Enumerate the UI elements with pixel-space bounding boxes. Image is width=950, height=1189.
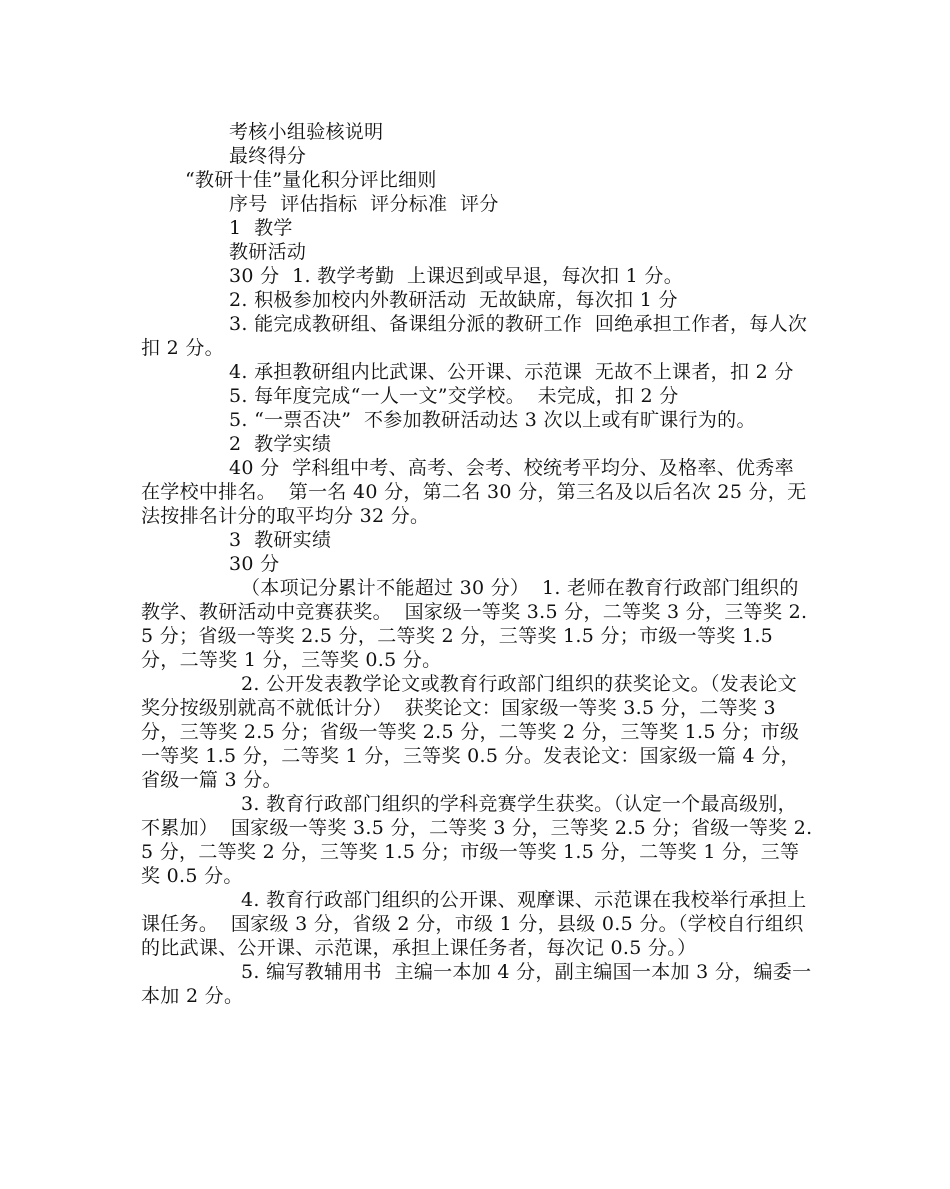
section-1-heading: 1 教学 (229, 217, 293, 239)
criterion-1-5: 5. 每年度完成“一人一文”交学校。 未完成，扣 2 分 (229, 385, 679, 407)
criterion-1-2: 2. 积极参加校内外教研活动 无故缺席，每次扣 1 分 (229, 289, 678, 311)
section-2-heading: 2 教学实绩 (229, 433, 332, 455)
criterion-3-5: 5. 编写教辅用书 主编一本加 4 分，副主编国一本加 3 分，编委一本加 2 分。 (141, 961, 812, 1007)
heading-final-score: 最终得分 (229, 145, 307, 167)
criterion-3-2: 2. 公开发表教学论文或教育行政部门组织的获奖论文。（发表论文奖分按级别就高不就低计分） 获奖论文：国家级一等奖 3.5 分，二等奖 3 分，三等奖 2.5 分；省级一等奖 2.5 分，二等奖 2 分，三等奖 1.5 分；市级一等奖 1.5 分，二等奖 1 分，三等奖 0.5 分。发表论文：国家级一篇 4 分，省级一篇 3 分。 (141, 673, 800, 791)
criterion-1-4: 4. 承担教研组内比武课、公开课、示范课 无故不上课者，扣 2 分 (229, 361, 794, 383)
criterion-3-1: （本项记分累计不能超过 30 分） 1. 老师在教育行政部门组织的教学、教研活动中竞赛获奖。 国家级一等奖 3.5 分，二等奖 3 分，三等奖 2.5 分；省级一等奖 2.5 分，二等奖 2 分，三等奖 1.5 分；市级一等奖 1.5 分，二等奖 1 分，三等奖 0.5 分。 (141, 577, 808, 671)
section-3-heading: 3 教研实绩 (229, 529, 332, 551)
criterion-1-1: 30 分 1. 教学考勤 上课迟到或早退，每次扣 1 分。 (229, 265, 684, 287)
criterion-3-3: 3. 教育行政部门组织的学科竞赛学生获奖。（认定一个最高级别，不累加） 国家级一等奖 3.5 分，二等奖 3 分，三等奖 2.5 分；省级一等奖 2.5 分，二等奖 2 分，三等奖 1.5 分；市级一等奖 1.5 分，二等奖 1 分，三等奖 0.5 分。 (141, 793, 813, 887)
heading-verification-note: 考核小组验核说明 (229, 121, 384, 143)
table-header-row: 序号 评估指标 评分标准 评分 (229, 193, 499, 215)
section-1-indicator: 教研活动 (229, 241, 307, 263)
document-title: “教研十佳”量化积分评比细则 (185, 169, 437, 191)
criterion-2-1: 40 分 学科组中考、高考、会考、校统考平均分、及格率、优秀率在学校中排名。 第一名 40 分，第二名 30 分，第三名及以后名次 25 分，无法按排名计分的取平均分 32 分。 (141, 457, 807, 527)
section-3-points: 30 分 (229, 553, 280, 575)
document-body (141, 120, 813, 1008)
criterion-1-veto: 5. “一票否决” 不参加教研活动达 3 次以上或有旷课行为的。 (229, 409, 756, 431)
criterion-3-4: 4. 教育行政部门组织的公开课、观摩课、示范课在我校举行承担上课任务。 国家级 3 分，省级 2 分，市级 1 分，县级 0.5 分。（学校自行组织的比武课、公开课、示范课，承担上课任务者，每次记 0.5 分。） (141, 889, 807, 959)
criterion-1-3: 3. 能完成教研组、备课组分派的教研工作 回绝承担工作者，每人次扣 2 分。 (141, 313, 808, 359)
